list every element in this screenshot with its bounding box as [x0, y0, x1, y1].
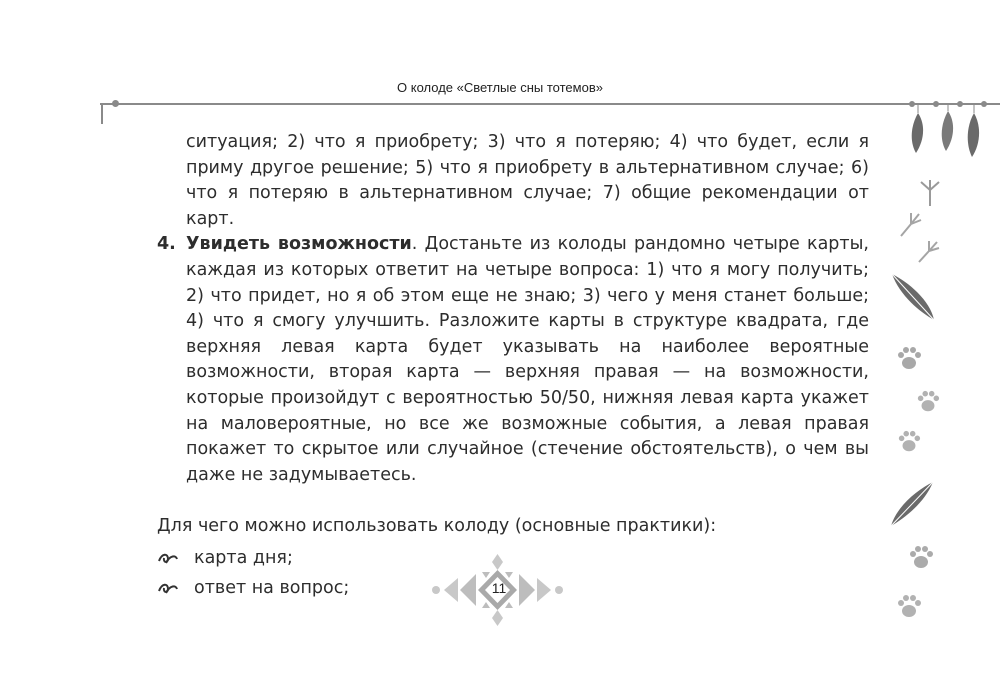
- feather-icon: [889, 480, 935, 528]
- bird-track-icon: [915, 178, 945, 208]
- page-body: [157, 130, 869, 601]
- hanging-feathers-icon: [900, 95, 1000, 165]
- swirl-bullet-icon: [157, 579, 179, 597]
- page-number: 11: [491, 580, 507, 596]
- practices-intro: Для чего можно использовать колоду (основные практики):: [157, 516, 717, 537]
- list-item-4: [157, 232, 869, 488]
- rule-bead: [112, 100, 119, 107]
- practice-label: карта дня;: [194, 547, 293, 568]
- feather-icon: [890, 272, 938, 322]
- header-rule: [100, 103, 1000, 105]
- rule-tassel: [101, 104, 103, 124]
- list-item-text: . Достаньте из колоды рандомно четыре карты, каждая из которых ответит на четыре вопроса: 1) что я могу получить; 2) что придет, но я об этом еще не знаю; 3) чего у меня станет больше; 4) что я смогу улучшить. Разложите карты в структуре квадрата, где верхняя левая карта будет указывать на наиболее вероятные возможности, вторая карта — верхняя правая — на возможности, которые произойдут с вероятностью 50/50, нижняя левая карта укажет на маловероятные, но все же возможные события, а левая правая покажет то скрытое или случайное (стечение обстоятельств), о чем вы даже не задумываетесь.: [186, 234, 869, 485]
- running-header: О колоде «Светлые сны тотемов»: [397, 80, 603, 95]
- paw-print-icon: [908, 545, 934, 571]
- paw-print-icon: [897, 430, 921, 454]
- list-item-title: Увидеть возможности: [186, 234, 412, 255]
- continuation-paragraph: ситуация; 2) что я приобрету; 3) что я потеряю; 4) что будет, если я приму другое решение; 5) что я приобрету в альтернативном случае; 6) что я потеряю в альтернативном случае; 7) общие рекомендации от карт.: [186, 132, 869, 229]
- list-number: 4.: [157, 234, 176, 255]
- practice-label: ответ на вопрос;: [194, 577, 350, 598]
- bird-track-icon: [895, 210, 925, 240]
- paw-print-icon: [895, 594, 923, 620]
- bird-track-icon: [913, 238, 943, 266]
- swirl-bullet-icon: [157, 549, 179, 567]
- paw-print-icon: [916, 390, 940, 414]
- paw-print-icon: [896, 346, 922, 372]
